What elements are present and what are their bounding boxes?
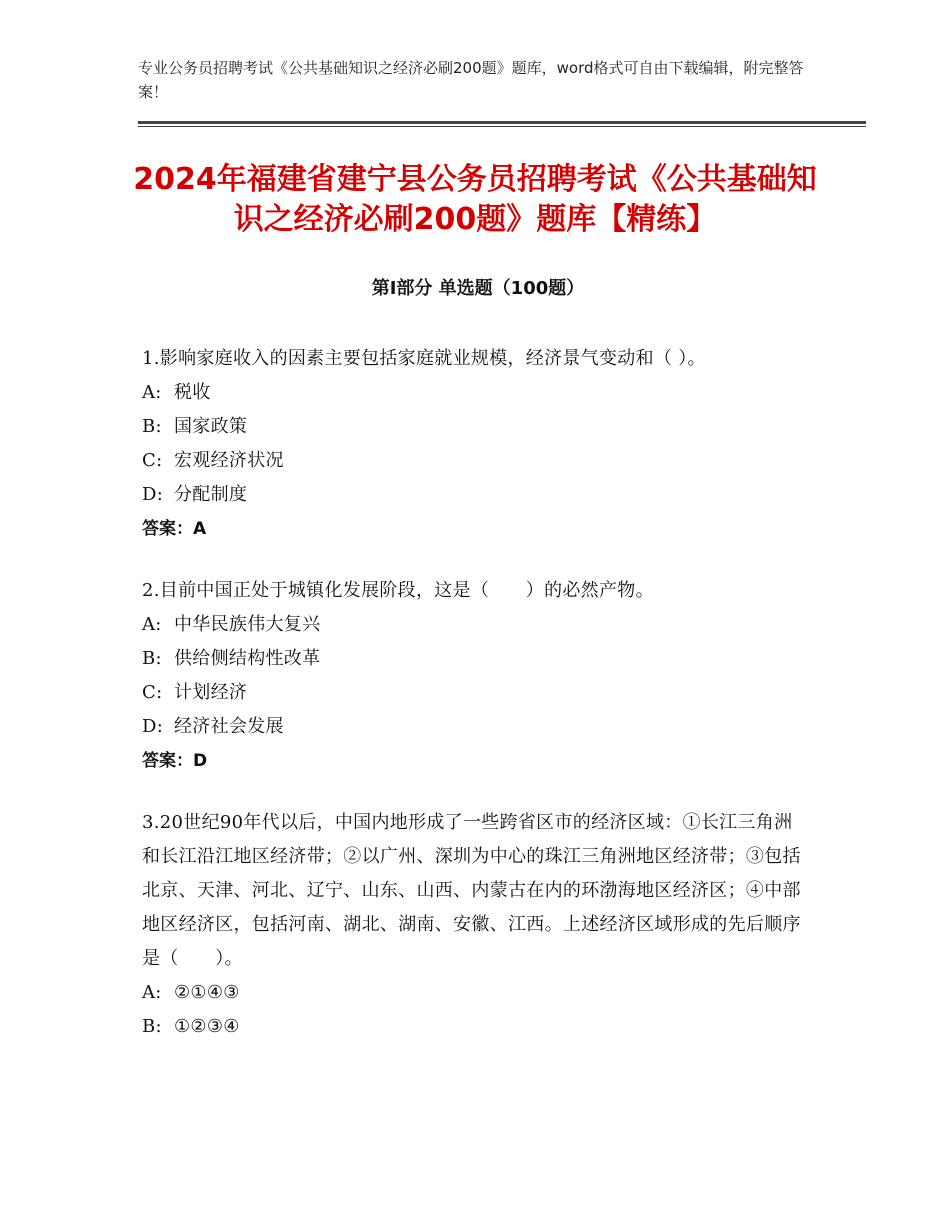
option-letter: A: [142, 982, 162, 1003]
option-b [142, 1010, 808, 1044]
option-letter: B: [142, 1016, 162, 1037]
option-a [142, 976, 808, 1010]
option-text: ①②③④ [174, 1016, 240, 1037]
question-3 [142, 806, 808, 1044]
option-letter: C: [142, 682, 163, 703]
answer-line: 答案：A [142, 519, 207, 539]
option-letter: A: [142, 382, 162, 403]
header-divider-thin [138, 126, 866, 127]
option-letter: D: [142, 484, 164, 505]
question-stem: 1.影响家庭收入的因素主要包括家庭就业规模，经济景气变动和（ ）。 [142, 348, 706, 369]
option-letter: A: [142, 614, 162, 635]
option-text: 宏观经济状况 [174, 450, 284, 471]
option-text: 国家政策 [174, 416, 248, 437]
question-stem: 2.目前中国正处于城镇化发展阶段，这是（ ）的必然产物。 [142, 580, 654, 601]
header-divider-thick [138, 121, 866, 124]
option-b [142, 410, 808, 444]
option-text: 税收 [174, 382, 211, 403]
question-2 [142, 574, 808, 778]
option-text: 中华民族伟大复兴 [174, 614, 321, 635]
option-letter: B: [142, 648, 162, 669]
option-b [142, 642, 808, 676]
option-a [142, 608, 808, 642]
question-list [142, 342, 808, 1072]
question-stem: 3.20世纪90年代以后，中国内地形成了一些跨省区市的经济区域：①长江三角洲和长江沿江地区经济带；②以广州、深圳为中心的珠江三角洲地区经济带；③包括北京、天津、河北、辽宁、山东、山西、内蒙古在内的环渤海地区经济区；④中部地区经济区，包括河南、湖北、湖南、安徽、江西。上述经济区域形成的先后顺序是（ ）。 [142, 812, 801, 969]
option-a [142, 376, 808, 410]
answer-line: 答案：D [142, 751, 208, 771]
option-text: 计划经济 [174, 682, 248, 703]
section-title: 第Ⅰ部分 单选题（100题） [371, 278, 585, 299]
option-text: 经济社会发展 [174, 716, 284, 737]
document-title: 2024年福建省建宁县公务员招聘考试《公共基础知识之经济必刷200题》题库【精练】 [133, 162, 817, 237]
option-letter: D: [142, 716, 164, 737]
option-d [142, 710, 808, 744]
option-d [142, 478, 808, 512]
option-text: 供给侧结构性改革 [174, 648, 321, 669]
option-letter: B: [142, 416, 162, 437]
option-text: 分配制度 [174, 484, 248, 505]
question-1 [142, 342, 808, 546]
option-text: ②①④③ [174, 982, 240, 1003]
option-c [142, 444, 808, 478]
option-letter: C: [142, 450, 163, 471]
header-note: 专业公务员招聘考试《公共基础知识之经济必刷200题》题库，word格式可自由下载编辑，附完整答案！ [138, 59, 804, 101]
option-c [142, 676, 808, 710]
